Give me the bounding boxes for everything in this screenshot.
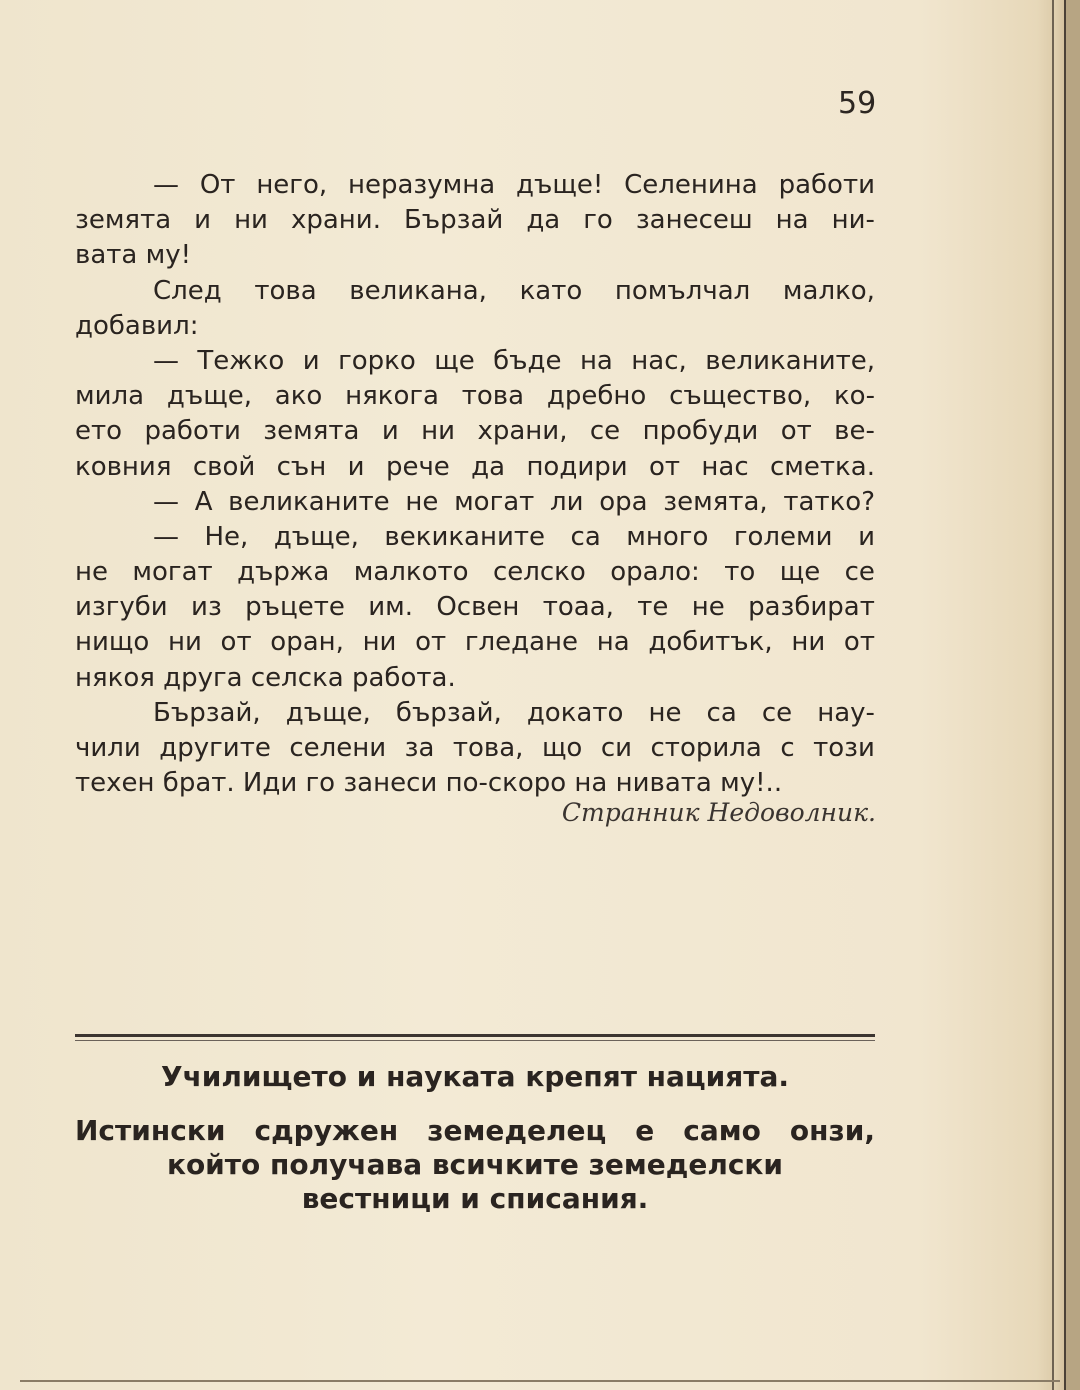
page-number: 59: [838, 86, 877, 121]
notice-block: [75, 1114, 875, 1216]
notice-line-3: вестници и списания.: [301, 1182, 649, 1215]
text-line: вата му!: [75, 240, 192, 271]
text-line: Бързай, дъще, бързай, докато не са се нау-: [153, 697, 875, 728]
notice-line-2: който получава всичките земеделски: [166, 1148, 784, 1181]
text-line: ковния свой сън и рече да подири от нас сметка.: [75, 451, 875, 482]
story-text: [75, 168, 875, 801]
text-line: не могат държа малкото селско орало: то ще се: [75, 557, 875, 588]
notice-line-1: Истински сдружен земеделец е само онзи,: [75, 1114, 875, 1147]
text-line: земята и ни храни. Бързай да го занесеш на ни-: [75, 205, 875, 236]
divider-rule: [75, 1034, 875, 1037]
author-signature: Странник Недоволник.: [561, 798, 876, 827]
slogan-heading: Училището и науката крепят нацията.: [160, 1060, 790, 1093]
divider-rule-thin: [75, 1040, 875, 1041]
text-line: мила дъще, ако някога това дребно същество, ко-: [75, 381, 875, 412]
text-line: След това великана, като помълчал малко,: [153, 275, 875, 306]
text-line: някоя друга селска работа.: [75, 662, 456, 693]
text-line: ето работи земята и ни храни, се пробуди от ве-: [75, 416, 875, 447]
text-line: добавил:: [75, 310, 199, 341]
text-line: — Тежко и горко ще бъде на нас, великаните,: [153, 345, 875, 376]
text-line: техен брат. Иди го занеси по-скоро на нивата му!..: [75, 768, 783, 799]
book-edge: [1064, 0, 1080, 1390]
text-line: изгуби из ръцете им. Освен тоаа, те не разбират: [75, 592, 875, 623]
text-line: чили другите селени за това, що си сторила с този: [75, 733, 875, 763]
text-line: нищо ни от оран, ни от гледане на добитък, ни от: [75, 627, 875, 658]
text-line: — От него, неразумна дъще! Селенина работи: [153, 170, 875, 200]
text-line: — А великаните не могат ли ора земята, татко?: [153, 486, 875, 517]
bottom-edge: [20, 1380, 1060, 1382]
text-line: — Не, дъще, векиканите са много големи и: [153, 521, 875, 552]
